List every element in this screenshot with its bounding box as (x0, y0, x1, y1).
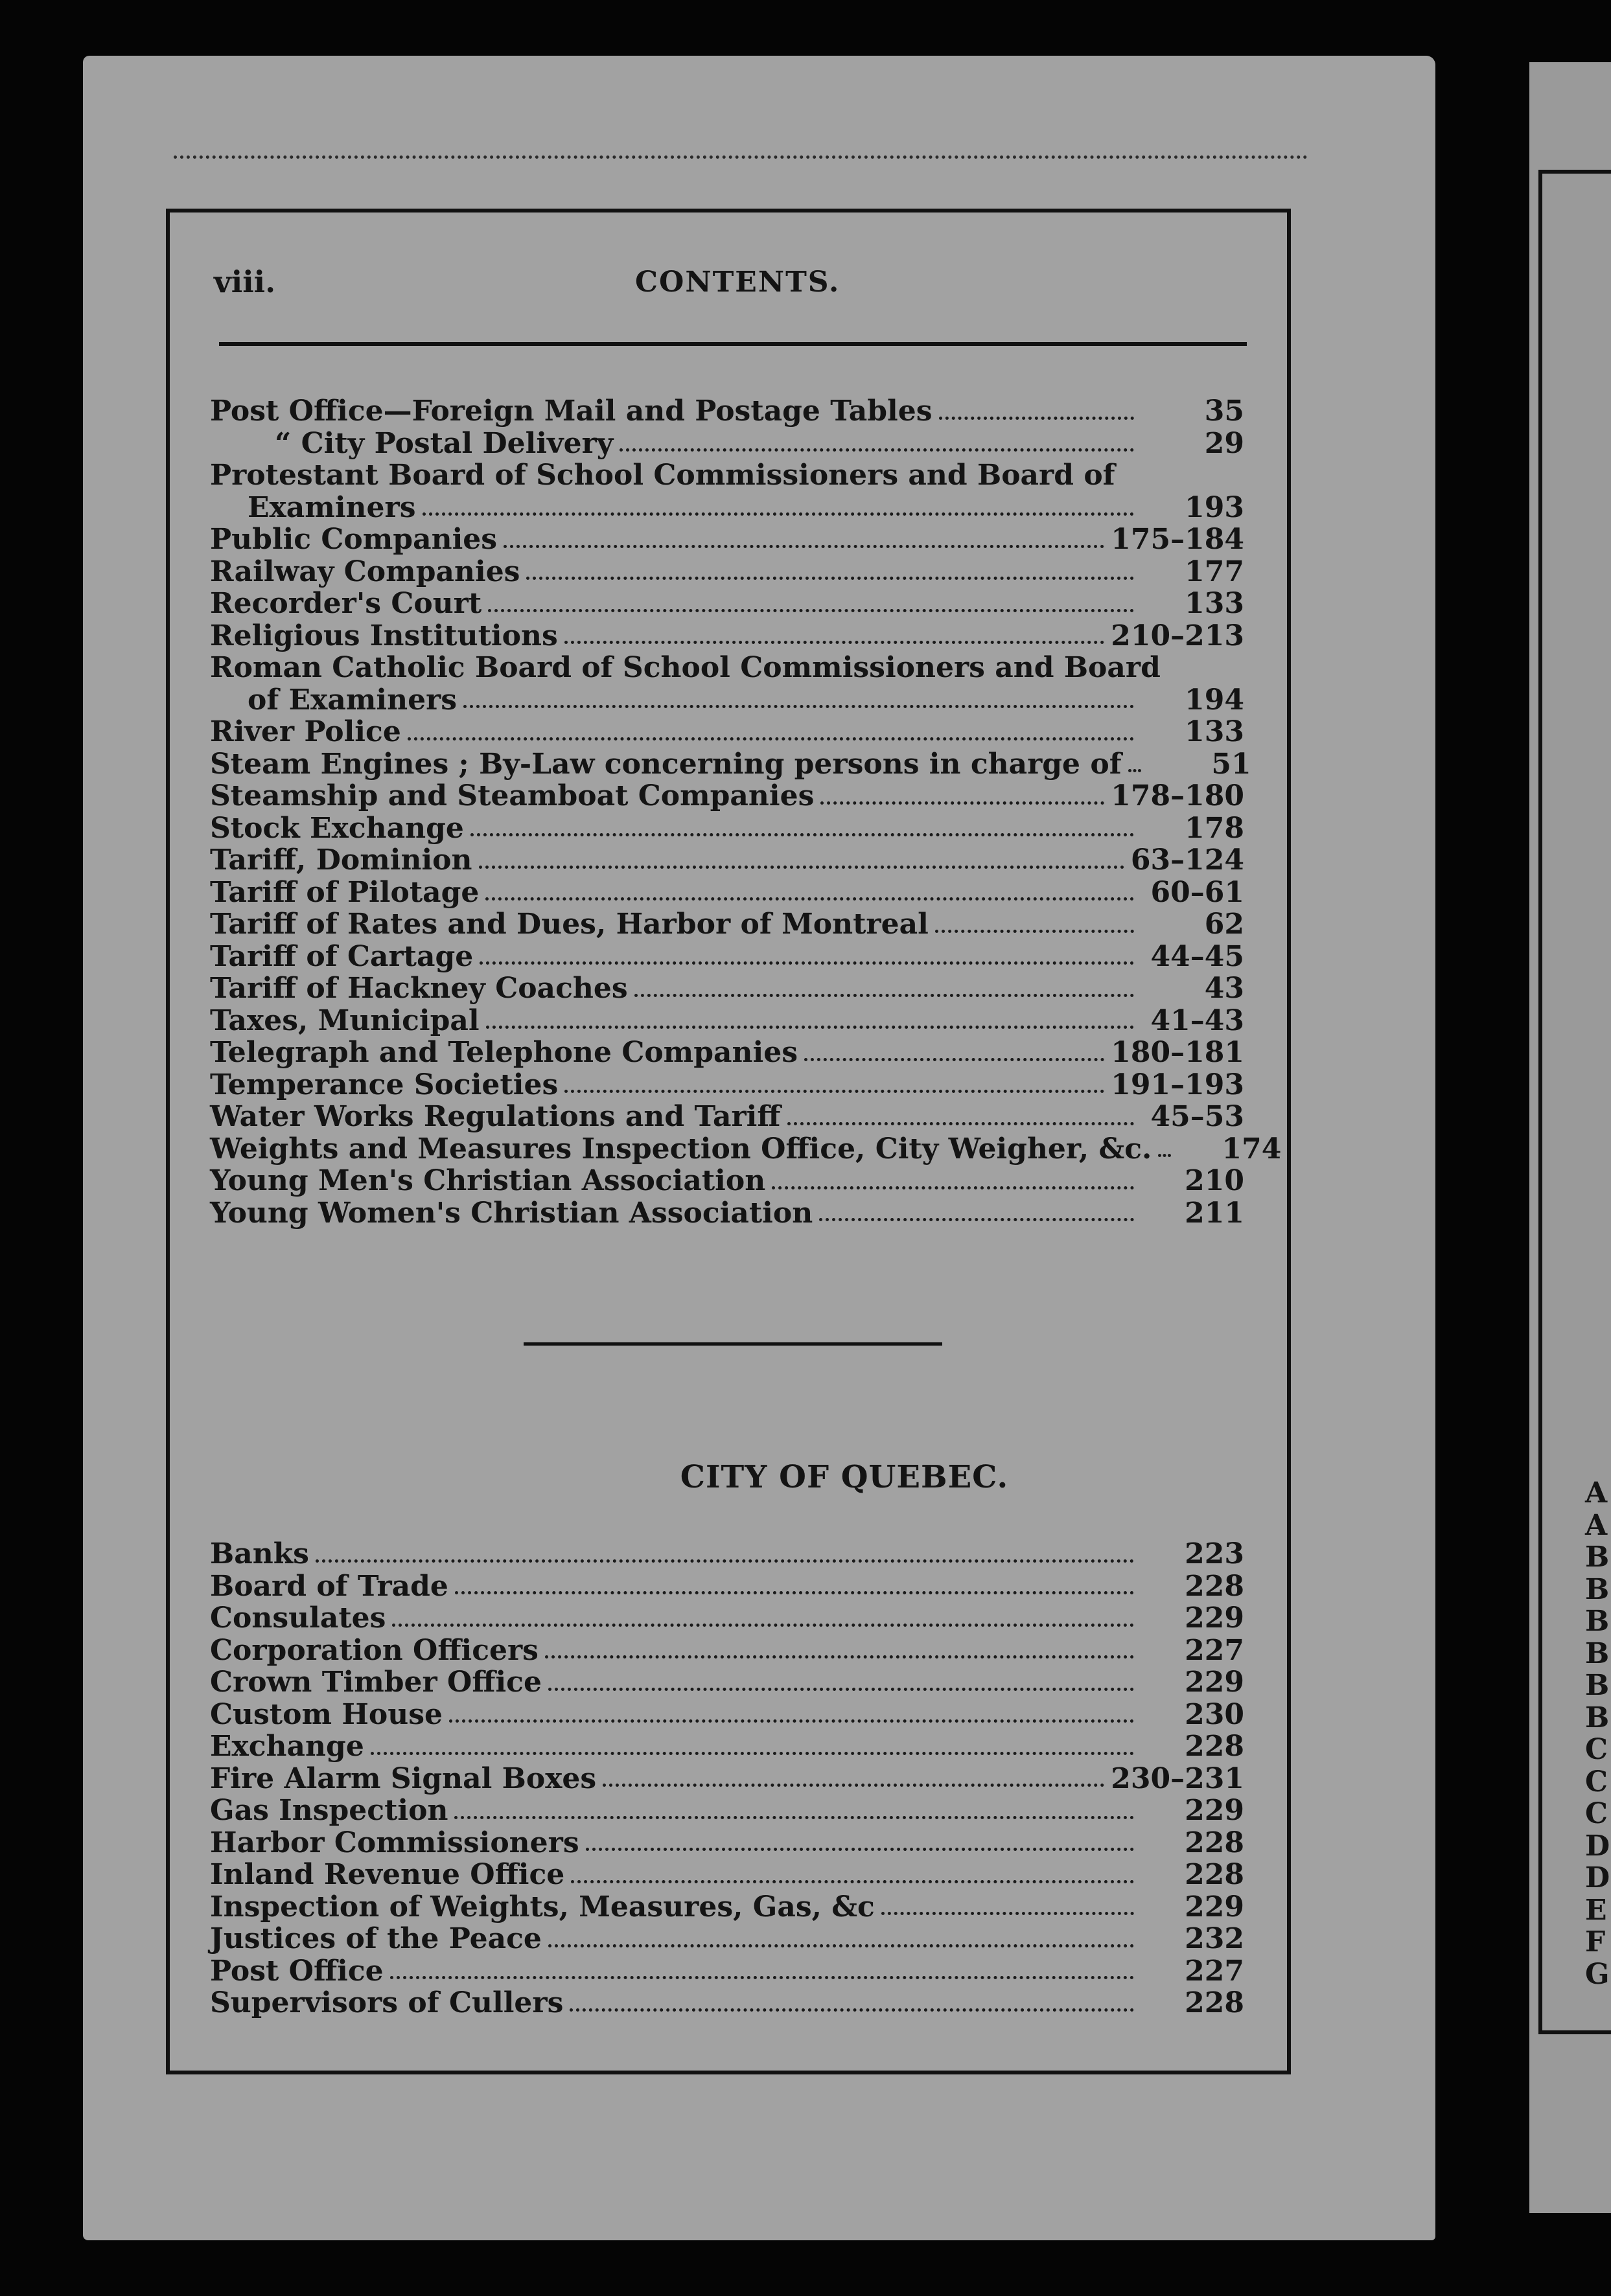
contents-entry (210, 972, 1244, 1005)
contents-entry (210, 1859, 1244, 1891)
contents-entry (210, 523, 1244, 556)
entry-page-number: 229 (1185, 1666, 1244, 1699)
contents-entry (210, 1602, 1244, 1635)
contents-entry (210, 1730, 1244, 1763)
dot-leader (939, 410, 1134, 420)
entry-title: Water Works Regulations and Tariff (210, 1100, 781, 1133)
entry-title: Stock Exchange (210, 811, 464, 845)
adjacent-page-letter: B (1585, 1541, 1610, 1574)
dot-leader (548, 1681, 1134, 1691)
adjacent-page-letter: B (1585, 1605, 1610, 1638)
dot-leader (881, 1905, 1134, 1915)
entry-title: Tariff of Rates and Dues, Harbor of Montreal (210, 908, 929, 941)
dot-leader (316, 1553, 1134, 1563)
dot-leader (504, 538, 1104, 548)
entry-title: Young Men's Christian Association (210, 1164, 766, 1197)
entry-title: Young Women's Christian Association (210, 1196, 813, 1230)
entry-title: Harbor Commissioners (210, 1826, 579, 1859)
entry-title: Steamship and Steamboat Companies (210, 779, 815, 812)
entry-page-number: 174 (1222, 1132, 1282, 1165)
dot-leader (455, 1585, 1134, 1594)
contents-entry (210, 428, 1244, 460)
entry-title: Tariff, Dominion (210, 844, 472, 877)
dot-leader (564, 1083, 1104, 1093)
dot-leader (935, 923, 1134, 933)
adjacent-page-letter: C (1585, 1765, 1608, 1798)
entry-page-number: 178 (1185, 811, 1244, 845)
section-divider (524, 1342, 942, 1346)
contents-entry (210, 556, 1244, 588)
entry-title: Exchange (210, 1730, 364, 1763)
entry-page-number: 227 (1185, 1954, 1244, 1988)
contents-entry (210, 1005, 1244, 1037)
entry-title: River Police (210, 715, 401, 748)
entry-title: Inspection of Weights, Measures, Gas, &c (210, 1890, 875, 1923)
contents-entry (210, 812, 1244, 845)
dot-leader (371, 1745, 1134, 1755)
dot-leader (485, 891, 1134, 901)
contents-entry (210, 747, 1251, 781)
entry-page-number: 228 (1185, 1986, 1244, 2019)
adjacent-page-letter: C (1585, 1797, 1608, 1830)
adjacent-page-letter: A (1585, 1508, 1608, 1542)
dot-leader (586, 1841, 1134, 1851)
entry-title: Steam Engines ; By-Law concerning persons in charge of (210, 747, 1122, 781)
entry-title: Fire Alarm Signal Boxes (210, 1762, 597, 1795)
entry-title: Railway Companies (210, 555, 520, 588)
header-rule (219, 342, 1247, 346)
contents-entry (210, 459, 1244, 492)
dot-leader (787, 1116, 1135, 1125)
dot-leader (1128, 763, 1141, 772)
page-title: CONTENTS. (635, 266, 840, 299)
entry-page-number: 229 (1185, 1601, 1244, 1635)
entry-title: Post Office—Foreign Mail and Postage Tables (210, 395, 933, 428)
contents-entry (210, 908, 1244, 941)
entry-page-number: 194 (1185, 683, 1244, 717)
section-title-quebec: CITY OF QUEBEC. (680, 1459, 1009, 1495)
dot-leader (480, 955, 1134, 965)
contents-entry (210, 780, 1244, 812)
contents-entry (210, 877, 1244, 909)
entry-page-number: 35 (1204, 395, 1244, 428)
contents-entry (210, 1891, 1244, 1923)
entry-page-number: 210 (1185, 1164, 1244, 1197)
entry-title: “ City Postal Delivery (275, 426, 614, 460)
entry-page-number: 232 (1185, 1922, 1244, 1955)
entry-page-number: 228 (1185, 1569, 1244, 1603)
entry-title: Recorder's Court (210, 587, 482, 620)
adjacent-page-letter: E (1585, 1893, 1607, 1927)
entry-title: Roman Catholic Board of School Commissioners and Board (210, 651, 1161, 684)
dot-leader (820, 795, 1104, 805)
contents-entry (210, 1132, 1282, 1165)
dot-leader (819, 1211, 1134, 1221)
entry-page-number: 191–193 (1111, 1068, 1244, 1101)
dot-leader (390, 1969, 1134, 1979)
adjacent-page-letter: A (1585, 1476, 1608, 1510)
contents-entry (210, 652, 1244, 684)
dot-leader (548, 1938, 1134, 1947)
contents-list-montreal (210, 395, 1282, 1230)
dot-leader (772, 1180, 1134, 1189)
entry-title: Banks (210, 1537, 309, 1570)
dot-leader (408, 731, 1134, 740)
entry-page-number: 29 (1204, 426, 1244, 460)
entry-title: Examiners (248, 490, 416, 524)
adjacent-page-letter: F (1585, 1925, 1606, 1958)
contents-entry (210, 492, 1244, 524)
entry-page-number: 180–181 (1111, 1036, 1244, 1069)
entry-page-number: 230–231 (1111, 1762, 1244, 1795)
adjacent-page-letter: C (1585, 1733, 1608, 1766)
adjacent-page-letter: B (1585, 1669, 1610, 1702)
entry-page-number: 177 (1185, 555, 1244, 588)
entry-page-number: 228 (1185, 1826, 1244, 1859)
contents-entry (210, 1763, 1244, 1795)
contents-entry (210, 1795, 1244, 1827)
entry-title: Religious Institutions (210, 619, 558, 652)
adjacent-page-letter: D (1585, 1861, 1610, 1894)
contents-entry (210, 1165, 1244, 1197)
contents-entry (210, 1955, 1244, 1988)
dot-leader (1158, 1147, 1171, 1157)
contents-entry (210, 1037, 1244, 1069)
entry-title: Custom House (210, 1697, 443, 1731)
entry-title: Justices of the Peace (210, 1922, 542, 1955)
entry-page-number: 193 (1185, 490, 1244, 524)
entry-page-number: 178–180 (1111, 779, 1244, 812)
contents-entry (210, 1827, 1244, 1859)
dot-leader (392, 1617, 1134, 1627)
entry-page-number: 62 (1204, 908, 1244, 941)
entry-page-number: 229 (1185, 1890, 1244, 1923)
entry-page-number: 51 (1211, 747, 1251, 781)
dot-leader (488, 603, 1134, 612)
entry-title: Board of Trade (210, 1569, 448, 1603)
contents-entry (210, 1699, 1244, 1731)
contents-entry (210, 1101, 1244, 1133)
entry-title: Tariff of Pilotage (210, 875, 480, 909)
entry-title: Supervisors of Cullers (210, 1986, 564, 2019)
entry-title: Post Office (210, 1954, 384, 1988)
entry-page-number: 229 (1185, 1794, 1244, 1827)
entry-title: Inland Revenue Office (210, 1858, 565, 1891)
entry-page-number: 175–184 (1111, 523, 1244, 556)
entry-title: Taxes, Municipal (210, 1004, 480, 1037)
dot-leader (526, 570, 1134, 580)
entry-page-number: 133 (1185, 587, 1244, 620)
dot-leader (634, 987, 1134, 997)
contents-entry (210, 395, 1244, 428)
dot-leader (603, 1777, 1104, 1787)
page-edge-rule (174, 155, 1308, 159)
contents-entry (210, 1570, 1244, 1603)
entry-page-number: 45–53 (1150, 1100, 1244, 1133)
dot-leader (804, 1051, 1104, 1061)
dot-leader (620, 442, 1134, 452)
contents-entry (210, 1635, 1244, 1667)
entry-page-number: 44–45 (1150, 939, 1244, 973)
entry-title: of Examiners (248, 683, 458, 717)
adjacent-page-letter: D (1585, 1829, 1610, 1863)
dot-leader (570, 2002, 1134, 2012)
entry-title: Temperance Societies (210, 1068, 559, 1101)
entry-page-number: 211 (1185, 1196, 1244, 1230)
contents-entry (210, 941, 1244, 973)
dot-leader (564, 634, 1105, 644)
adjacent-page-letter: B (1585, 1701, 1610, 1734)
entry-title: Gas Inspection (210, 1794, 448, 1827)
dot-leader (479, 859, 1124, 869)
contents-entry (210, 588, 1244, 620)
entry-title: Public Companies (210, 523, 498, 556)
entry-title: Protestant Board of School Commissioners and Board of (210, 459, 1115, 492)
page-folio: viii. (214, 264, 276, 299)
dot-leader (545, 1649, 1134, 1659)
entry-title: Corporation Officers (210, 1633, 539, 1667)
contents-entry (210, 1987, 1244, 2019)
dot-leader (454, 1809, 1134, 1819)
entry-title: Crown Timber Office (210, 1666, 542, 1699)
contents-entry (210, 684, 1244, 717)
contents-entry (210, 620, 1244, 652)
adjacent-page-letter: B (1585, 1636, 1610, 1670)
adjacent-page-letters (1585, 1477, 1611, 1990)
contents-entry (210, 1923, 1244, 1955)
entry-page-number: 133 (1185, 715, 1244, 748)
dot-leader (423, 506, 1135, 516)
dot-leader (463, 698, 1134, 708)
entry-page-number: 63–124 (1130, 844, 1244, 877)
entry-title: Consulates (210, 1601, 386, 1635)
dot-leader (571, 1874, 1134, 1883)
entry-page-number: 41–43 (1150, 1004, 1244, 1037)
contents-entry (210, 1666, 1244, 1699)
entry-page-number: 227 (1185, 1633, 1244, 1667)
contents-entry (210, 844, 1244, 877)
contents-entry (210, 1197, 1244, 1230)
entry-page-number: 60–61 (1150, 875, 1244, 909)
entry-title: Tariff of Cartage (210, 939, 474, 973)
dot-leader (470, 827, 1134, 836)
adjacent-page-letter: B (1585, 1572, 1610, 1606)
contents-entry (210, 716, 1244, 748)
entry-page-number: 228 (1185, 1858, 1244, 1891)
entry-page-number: 43 (1204, 972, 1244, 1005)
contents-entry (210, 1538, 1244, 1570)
entry-page-number: 228 (1185, 1730, 1244, 1763)
adjacent-page-letter: G (1585, 1957, 1610, 1991)
dot-leader (449, 1713, 1134, 1723)
entry-title: Tariff of Hackney Coaches (210, 972, 628, 1005)
contents-entry (210, 1069, 1244, 1101)
entry-page-number: 210–213 (1111, 619, 1244, 652)
entry-page-number: 230 (1185, 1697, 1244, 1731)
dot-leader (486, 1019, 1134, 1029)
entry-title: Weights and Measures Inspection Office, City Weigher, &c. (210, 1132, 1152, 1165)
entry-title: Telegraph and Telephone Companies (210, 1036, 798, 1069)
entry-page-number: 223 (1185, 1537, 1244, 1570)
contents-list-quebec (210, 1538, 1244, 2019)
